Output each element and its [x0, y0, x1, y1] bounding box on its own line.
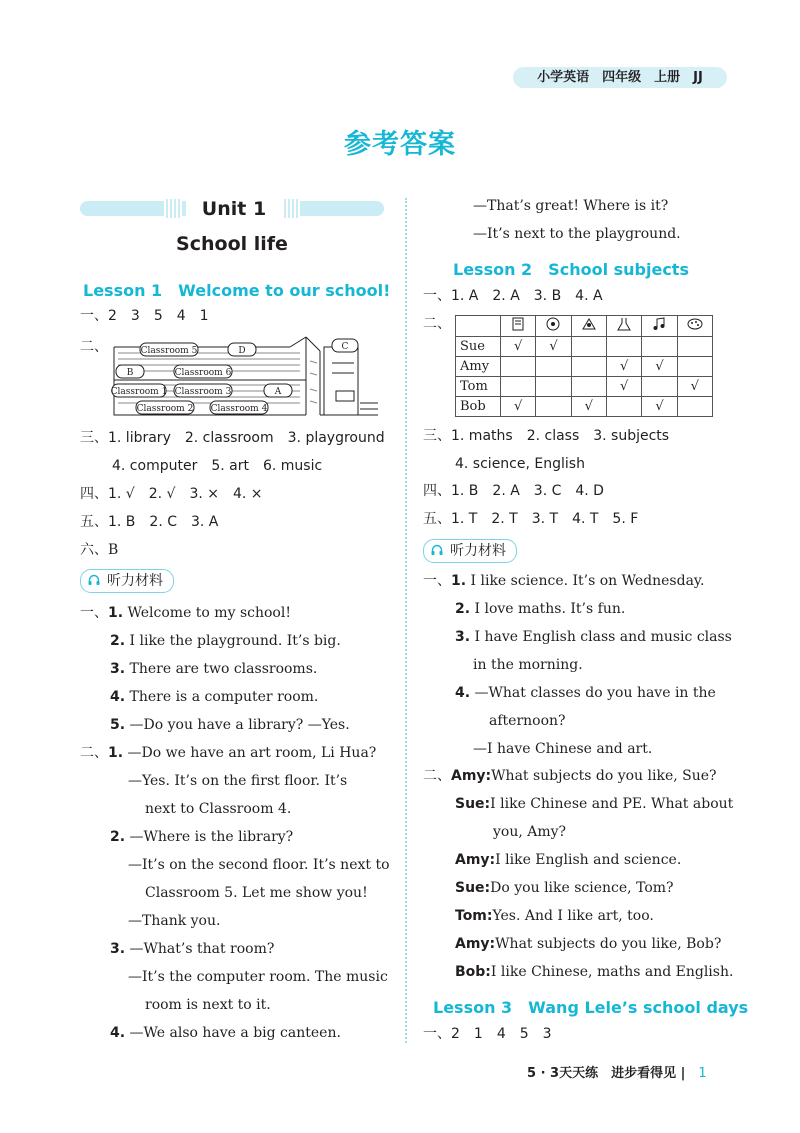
- l2-listen1-line-3: in the morning.: [473, 657, 583, 673]
- l1-listen2-line-1: —Yes. It’s on the first floor. It’s: [128, 773, 348, 789]
- l2-listen1-line-4: 4. —What classes do you have in the: [455, 685, 716, 701]
- l1-listen2-line-7: 3. —What’s that room?: [110, 941, 275, 957]
- bldg-label-classroom4: Classroom 4: [210, 404, 268, 414]
- table-row: [456, 377, 713, 397]
- headphones-icon: [431, 544, 443, 556]
- table-cell: [642, 337, 677, 357]
- l2-q4: 四、1. B 2. A 3. C 4. D: [423, 483, 604, 499]
- l1-listen2-line-4: —It’s on the second floor. It’s next to: [128, 857, 390, 873]
- l2-dialog-line-6: Amy:What subjects do you like, Bob?: [455, 936, 722, 952]
- page-footer: 5 · 3天天练 进步看得见 | 1: [527, 1066, 707, 1081]
- science-icon: [606, 316, 641, 337]
- table-cell: [536, 377, 571, 397]
- bldg-label-b: B: [126, 368, 134, 378]
- table-cell: [677, 357, 712, 377]
- music-note-icon: [642, 316, 677, 337]
- l2-dialog-line-0: 二、Amy:What subjects do you like, Sue?: [423, 768, 717, 784]
- l1-q1-answer: 一、2 3 5 4 1: [80, 308, 209, 324]
- bldg-label-classroom1: Classroom 1: [110, 387, 168, 397]
- table-row: [456, 397, 713, 417]
- table-cell: √: [606, 357, 641, 377]
- row-name: Tom: [456, 377, 501, 397]
- l2-listen1-line-1: 2. I love maths. It’s fun.: [455, 601, 626, 617]
- l2-dialog-line-3: Amy:I like English and science.: [455, 852, 682, 868]
- l1-listen2-line-2: next to Classroom 4.: [145, 801, 292, 817]
- table-cell: [536, 357, 571, 377]
- ball-icon: [536, 316, 571, 337]
- table-cell: √: [571, 397, 606, 417]
- l2-listen1-line-5: afternoon?: [489, 713, 566, 729]
- table-cell: [606, 337, 641, 357]
- cont-line-2: —It’s next to the playground.: [473, 226, 681, 242]
- table-row: [456, 357, 713, 377]
- l1-listen1-line-0: 一、1. Welcome to my school!: [80, 605, 291, 621]
- l1-listen2-line-5: Classroom 5. Let me show you!: [145, 885, 368, 901]
- unit-title: Unit 1: [186, 196, 282, 222]
- l2-dialog-line-5: Tom:Yes. And I like art, too.: [455, 908, 654, 924]
- table-cell: [571, 337, 606, 357]
- l1-listen1-line-4: 5. —Do you have a library? —Yes.: [110, 717, 350, 733]
- table-cell: [606, 397, 641, 417]
- l2-dialog-line-4: Sue:Do you like science, Tom?: [455, 880, 674, 896]
- l1-q2-label: 二、: [80, 339, 108, 355]
- listening-material-badge-1: 听力材料: [80, 569, 174, 593]
- lesson-1-title: Lesson 1 Welcome to our school!: [83, 281, 391, 300]
- table-cell: [536, 397, 571, 417]
- l2-q1: 一、1. A 2. A 3. B 4. A: [423, 288, 603, 304]
- bldg-label-classroom5: Classroom 5: [140, 346, 198, 356]
- cont-line-1: —That’s great! Where is it?: [473, 198, 669, 214]
- bldg-label-classroom2: Classroom 2: [136, 404, 194, 414]
- l2-dialog-line-2: you, Amy?: [493, 824, 567, 840]
- l3-q1: 一、2 1 4 5 3: [423, 1026, 552, 1042]
- listening-material-badge-2: 听力材料: [423, 539, 517, 563]
- table-cell: [677, 337, 712, 357]
- unit-subtitle: School life: [176, 233, 288, 255]
- l1-q3-line1: 三、1. library 2. classroom 3. playground: [80, 430, 385, 446]
- row-name: Sue: [456, 337, 501, 357]
- l1-listen2-line-0: 二、1. —Do we have an art room, Li Hua?: [80, 745, 377, 761]
- l1-listen1-line-3: 4. There is a computer room.: [110, 689, 319, 705]
- headphones-icon: [88, 574, 100, 586]
- l2-dialog-line-1: Sue:I like Chinese and PE. What about: [455, 796, 734, 812]
- table-cell: [677, 397, 712, 417]
- bldg-label-classroom6: Classroom 6: [174, 368, 232, 378]
- unit-band-stripes-left: [164, 199, 182, 218]
- bldg-label-c: C: [341, 342, 349, 352]
- table-cell: √: [501, 397, 536, 417]
- table-cell: [571, 377, 606, 397]
- l2-q3-line1: 三、1. maths 2. class 3. subjects: [423, 428, 670, 444]
- table-cell: [501, 377, 536, 397]
- row-name: Amy: [456, 357, 501, 377]
- table-cell: √: [606, 377, 641, 397]
- lesson-3-title: Lesson 3 Wang Lele’s school days: [433, 998, 749, 1017]
- subjects-answer-table: [455, 315, 713, 417]
- table-row: [456, 337, 713, 357]
- l2-q5: 五、1. T 2. T 3. T 4. T 5. F: [423, 511, 639, 527]
- l1-listen2-line-9: room is next to it.: [145, 997, 271, 1013]
- row-name: Bob: [456, 397, 501, 417]
- l1-listen2-line-6: —Thank you.: [128, 913, 221, 929]
- l1-listen1-line-1: 2. I like the playground. It’s big.: [110, 633, 341, 649]
- table-cell: [571, 357, 606, 377]
- l2-q3-line2: 4. science, English: [455, 456, 585, 472]
- table-cell: √: [677, 377, 712, 397]
- table-cell: [501, 357, 536, 377]
- l1-listen2-line-8: —It’s the computer room. The music: [128, 969, 388, 985]
- l2-q2-label: 二、: [423, 316, 451, 332]
- l2-listen1-line-2: 3. I have English class and music class: [455, 629, 732, 645]
- l2-listen1-line-6: —I have Chinese and art.: [473, 741, 653, 757]
- page-title: 参考答案: [344, 129, 456, 160]
- lesson-2-title: Lesson 2 School subjects: [453, 260, 689, 279]
- l1-q4: 四、1. √ 2. √ 3. × 4. ×: [80, 486, 263, 502]
- l1-q6: 六、B: [80, 542, 119, 558]
- l1-listen2-line-3: 2. —Where is the library?: [110, 829, 294, 845]
- table-cell: √: [642, 397, 677, 417]
- book-info-tag: 小学英语 四年级 上册 JJ: [513, 67, 727, 88]
- bldg-label-classroom3: Classroom 3: [174, 387, 232, 397]
- unit-band-stripes-right: [282, 199, 300, 218]
- palette-icon: [677, 316, 712, 337]
- paint-icon: [571, 316, 606, 337]
- l1-q3-line2: 4. computer 5. art 6. music: [112, 458, 323, 474]
- l1-listen2-line-10: 4. —We also have a big canteen.: [110, 1025, 341, 1041]
- table-cell: √: [642, 357, 677, 377]
- l2-listen1-line-0: 一、1. I like science. It’s on Wednesday.: [423, 573, 705, 589]
- table-cell: [642, 377, 677, 397]
- bldg-label-a: A: [274, 387, 282, 397]
- column-divider: [405, 198, 407, 1043]
- table-cell: √: [536, 337, 571, 357]
- book-icon: [501, 316, 536, 337]
- page-number: 1: [698, 1066, 707, 1081]
- bldg-label-d: D: [238, 346, 246, 356]
- table-cell: √: [501, 337, 536, 357]
- l1-q5: 五、1. B 2. C 3. A: [80, 514, 219, 530]
- l2-dialog-line-7: Bob:I like Chinese, maths and English.: [455, 964, 734, 980]
- table-header-row: [456, 316, 713, 337]
- l1-listen1-line-2: 3. There are two classrooms.: [110, 661, 318, 677]
- school-building-diagram: [110, 333, 390, 418]
